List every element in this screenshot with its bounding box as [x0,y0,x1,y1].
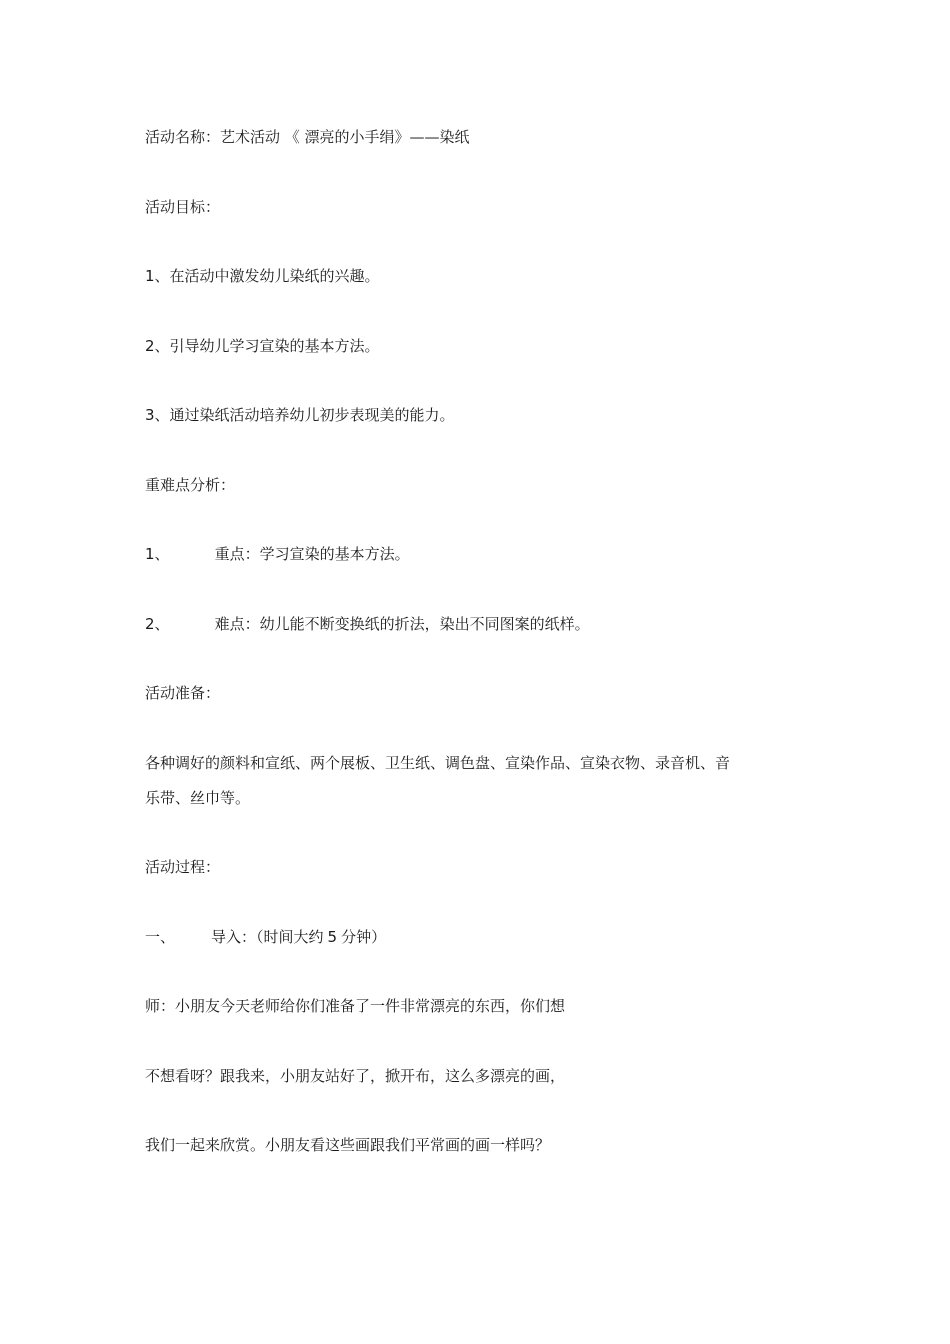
goal-text: 、在活动中激发幼儿染纸的兴趣。 [154,267,380,285]
dialogue-line: 师：小朋友今天老师给你们准备了一件非常漂亮的东西，你们想 [145,997,566,1015]
key-point-number: 2 [145,615,155,633]
dialogue-line: 我们一起来欣赏。小朋友看这些画跟我们平常画的画一样吗？ [145,1136,551,1154]
key-point-number: 1 [145,545,155,563]
goal-number: 3 [145,406,155,424]
step-number: 一、 [145,928,176,946]
goal-number: 1 [145,267,155,285]
key-points-heading: 重难点分析： [145,476,236,494]
key-point-text: 难点：幼儿能不断变换纸的折法，染出不同图案的纸样。 [214,615,590,633]
key-point-separator: 、 [154,615,170,633]
step-unit: 分钟） [341,928,387,946]
prep-line: 各种调好的颜料和宣纸、两个展板、卫生纸、调色盘、宣染作品、宣染衣物、录音机、音 [145,754,731,772]
goal-item [145,266,380,286]
goal-item [145,336,380,356]
key-point-item [145,614,590,634]
prep-line: 乐带、丝巾等。 [145,789,251,807]
goal-number: 2 [145,337,155,355]
goal-text: 、通过染纸活动培养幼儿初步表现美的能力。 [154,406,455,424]
step-minutes: 5 [327,928,338,946]
key-point-item [145,544,410,564]
key-point-separator: 、 [154,545,170,563]
dialogue-line: 不想看呀？跟我来，小朋友站好了，掀开布，这么多漂亮的画， [145,1067,566,1085]
process-heading: 活动过程： [145,858,221,876]
goals-heading: 活动目标： [145,198,221,216]
step-label: 导入：（时间大约 [211,928,324,946]
activity-name: 活动名称：艺术活动 《 漂亮的小手绢》——染纸 [145,128,470,146]
prep-heading: 活动准备： [145,684,221,702]
key-point-text: 重点：学习宣染的基本方法。 [214,545,410,563]
step-heading [145,927,386,947]
goal-item [145,405,455,425]
goal-text: 、引导幼儿学习宣染的基本方法。 [154,337,380,355]
